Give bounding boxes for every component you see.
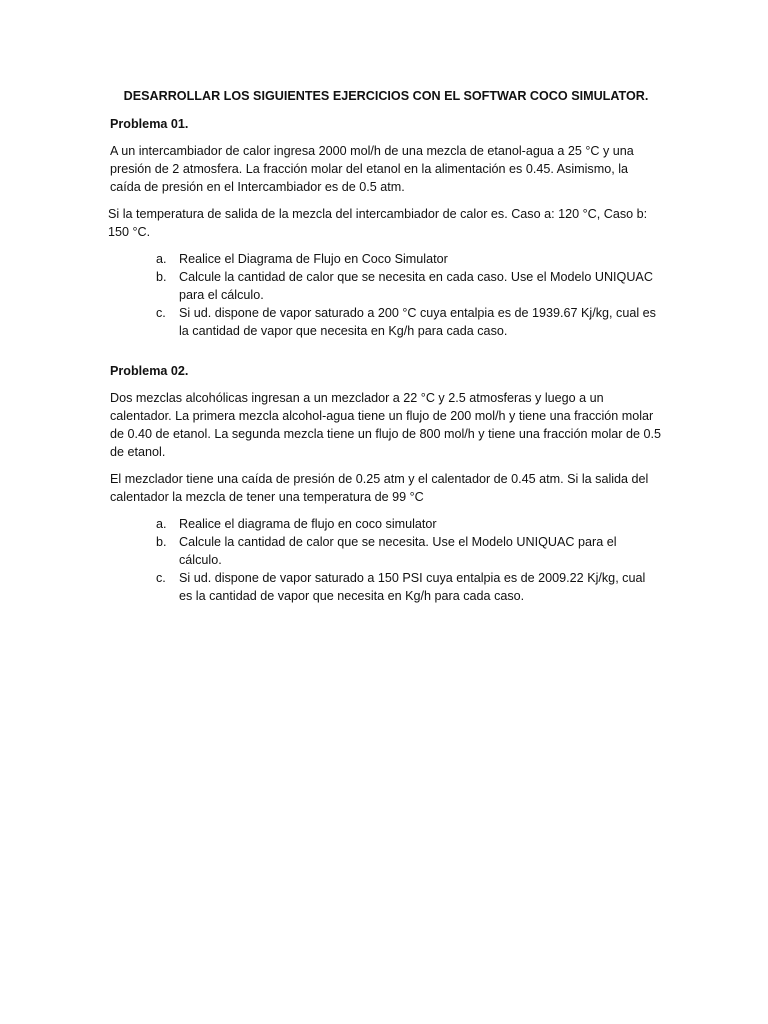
task-item xyxy=(110,268,662,304)
task-marker: b. xyxy=(156,535,167,549)
problem-paragraph: A un intercambiador de calor ingresa 2000 mol/h de una mezcla de etanol-agua a 25 °C y una presión de 2 atmosfera. La fracción molar del etanol en la alimentación es 0.45. Asimismo, la caída de presión en el Intercambiador es de 0.5 atm. xyxy=(110,144,634,194)
problem-02 xyxy=(110,362,662,605)
task-item xyxy=(110,515,662,533)
task-marker: a. xyxy=(156,252,167,266)
task-item xyxy=(110,250,662,268)
task-list xyxy=(110,515,662,605)
task-item xyxy=(110,304,662,340)
problem-paragraph: El mezclador tiene una caída de presión de 0.25 atm y el calentador de 0.45 atm. Si la salida del calentador la mezcla de tener una temperatura de 99 °C xyxy=(110,472,649,504)
problem-heading: Problema 01. xyxy=(110,117,189,131)
task-text: Calcule la cantidad de calor que se necesita en cada caso. Use el Modelo UNIQUAC para el cálculo. xyxy=(179,270,653,302)
task-marker: b. xyxy=(156,270,167,284)
task-text: Realice el Diagrama de Flujo en Coco Simulator xyxy=(179,252,448,266)
task-item xyxy=(110,533,662,569)
document-title: DESARROLLAR LOS SIGUIENTES EJERCICIOS CON EL SOFTWAR COCO SIMULATOR. xyxy=(123,89,649,103)
problem-paragraph: Dos mezclas alcohólicas ingresan a un mezclador a 22 °C y 2.5 atmosferas y luego a un calentador. La primera mezcla alcohol-agua tiene un flujo de 200 mol/h y tiene una fracción molar de 0.40 de etanol. La segunda mezcla tiene un flujo de 800 mol/h y tiene una fracción molar de 0.5 de etanol. xyxy=(110,391,661,459)
task-item xyxy=(110,569,662,605)
problem-heading: Problema 02. xyxy=(110,364,189,378)
task-marker: a. xyxy=(156,517,167,531)
problem-paragraph: Si la temperatura de salida de la mezcla del intercambiador de calor es. Caso a: 120 °C, Caso b: 150 °C. xyxy=(108,207,648,239)
task-text: Si ud. dispone de vapor saturado a 150 PSI cuya entalpia es de 2009.22 Kj/kg, cual es la cantidad de vapor que necesita en Kg/h para cada caso. xyxy=(179,571,646,603)
problem-01 xyxy=(110,115,662,340)
task-list xyxy=(110,250,662,340)
document-page xyxy=(110,87,662,605)
task-marker: c. xyxy=(156,306,166,320)
task-text: Si ud. dispone de vapor saturado a 200 °C cuya entalpia es de 1939.67 Kj/kg, cual es la cantidad de vapor que necesita en Kg/h para cada caso. xyxy=(179,306,656,338)
section-spacer xyxy=(110,340,662,362)
task-marker: c. xyxy=(156,571,166,585)
task-text: Calcule la cantidad de calor que se necesita. Use el Modelo UNIQUAC para el cálculo. xyxy=(179,535,617,567)
task-text: Realice el diagrama de flujo en coco simulator xyxy=(179,517,437,531)
